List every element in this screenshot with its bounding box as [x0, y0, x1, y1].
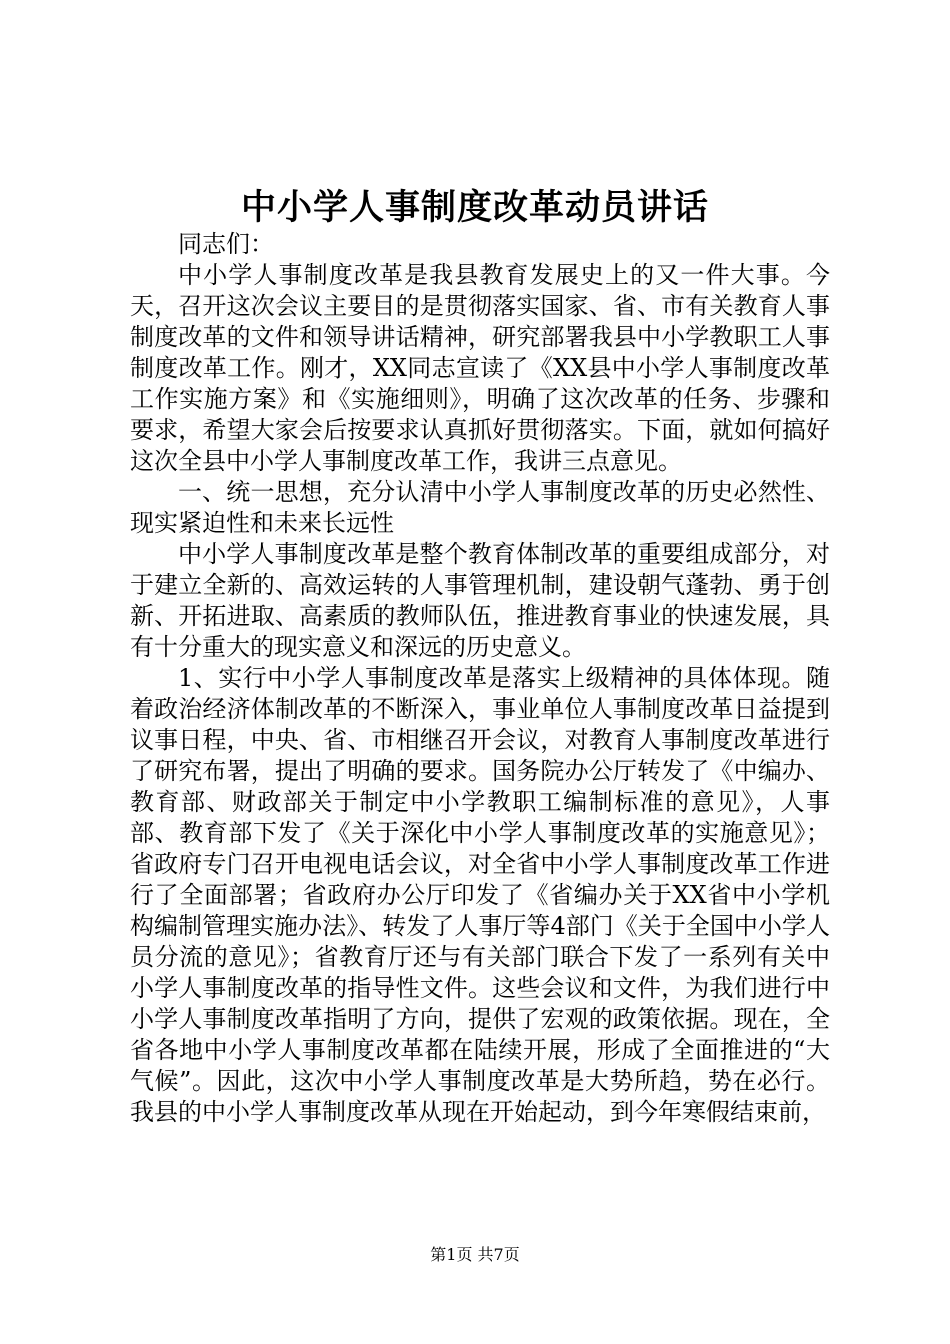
page-footer: 第1页 共7页: [430, 1245, 520, 1264]
paragraph-point-1: 1、实行中小学人事制度改革是落实上级精神的具体体现。随着政治经济体制改革的不断深入，事业单位人事制度改革日益提到议事日程，中央、省、市相继召开会议，对教育人事制度改革进行了研究布署，提出了明确的要求。国务院办公厅转发了《中编办、教育部、财政部关于制定中小学教职工编制标准的意见》，人事部、教育部下发了《关于深化中小学人事制度改革的实施意见》；省政府专门召开电视电话会议，对全省中小学人事制度改革工作进行了全面部署；省政府办公厅印发了《省编办关于XX省中小学机构编制管理实施办法》、转发了人事厅等4部门《关于全国中小学人员分流的意见》；省教育厅还与有关部门联合下发了一系列有关中小学人事制度改革的指导性文件。这些会议和文件，为我们进行中小学人事制度改革指明了方向，提供了宏观的政策依据。现在，全省各地中小学人事制度改革都在陆续开展，形成了全面推进的“大气候”。因此，这次中小学人事制度改革是大势所趋，势在必行。我县的中小学人事制度改革从现在开始起动，到今年寒假结束前，: [130, 664, 830, 1126]
section-heading-1: 一、统一思想，充分认清中小学人事制度改革的历史必然性、现实紧迫性和未来长远性: [130, 478, 830, 537]
document-body: [130, 229, 830, 1128]
paragraph-section-1: 中小学人事制度改革是整个教育体制改革的重要组成部分，对于建立全新的、高效运转的人事管理机制，建设朝气蓬勃、勇于创新、开拓进取、高素质的教师队伍，推进教育事业的快速发展，具有十分重大的现实意义和深远的历史意义。: [130, 540, 830, 661]
document-title: 中小学人事制度改革动员讲话: [240, 188, 709, 228]
salutation: 同志们：: [178, 230, 274, 258]
paragraph-intro: 中小学人事制度改革是我县教育发展史上的又一件大事。今天，召开这次会议主要目的是贯彻落实国家、省、市有关教育人事制度改革的文件和领导讲话精神，研究部署我县中小学教职工人事制度改革工作。刚才，XX同志宣读了《XX县中小学人事制度改革工作实施方案》和《实施细则》，明确了这次改革的任务、步骤和要求，希望大家会后按要求认真抓好贯彻落实。下面，就如何搞好这次全县中小学人事制度改革工作，我讲三点意见。: [130, 261, 830, 475]
